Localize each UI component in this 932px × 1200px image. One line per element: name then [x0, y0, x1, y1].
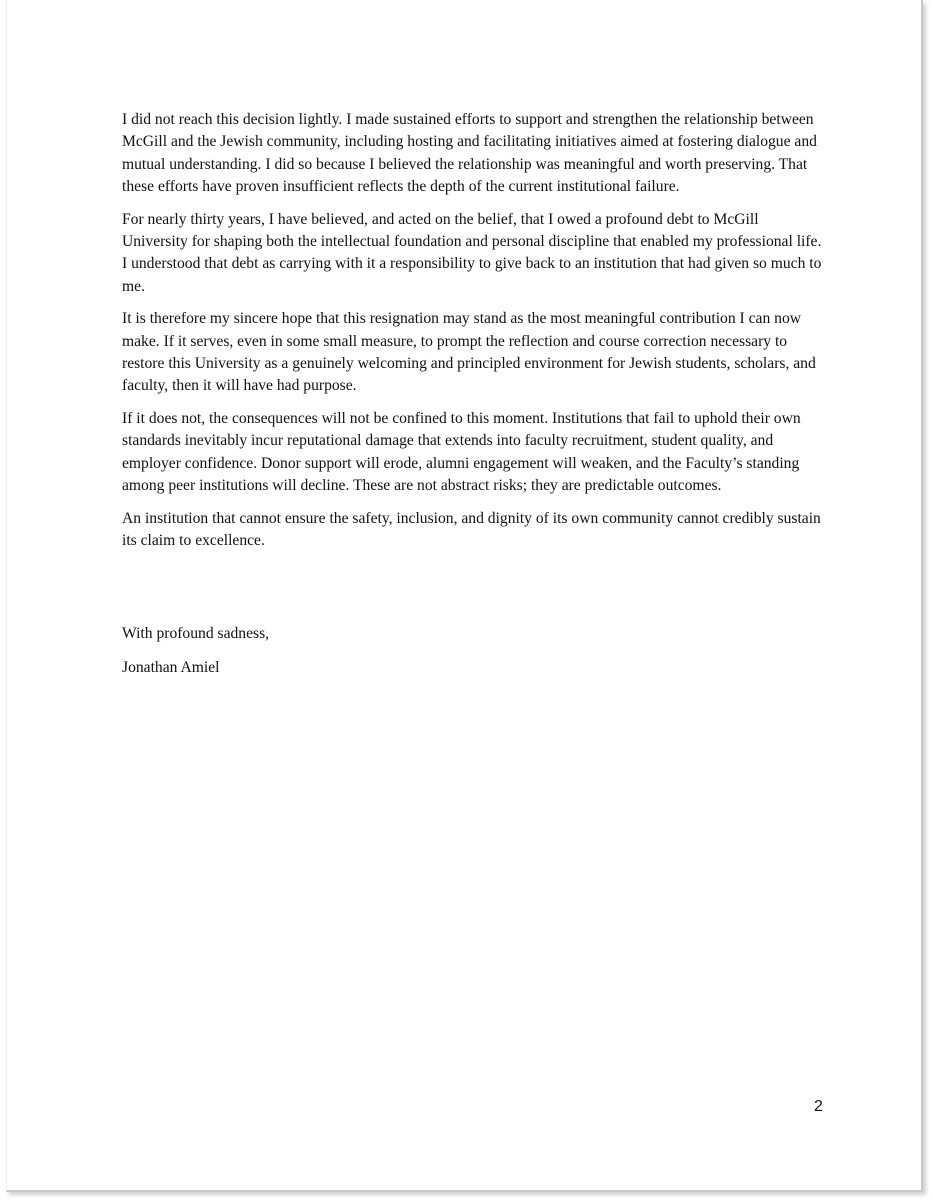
paragraph-hope: It is therefore my sincere hope that this resignation may stand as the most meaningful contribution I can now make. If it serves, even in some small measure, to prompt the reflection and course correction necessary to restore this University as a genuinely welcoming and principled environment for Jewish students, scholars, and faculty, then it will have had purpose. [122, 310, 816, 395]
signature-name: Jonathan Amiel [122, 659, 220, 676]
closing-line: With profound sadness, [122, 625, 270, 642]
paragraph-consequences: If it does not, the consequences will not be confined to this moment. Institutions that fail to uphold their own standards inevitably incur reputational damage that extends into faculty recruitment, student quality, and employer confidence. Donor support will erode, alumni engagement will weaken, and the Faculty’s standing among peer institutions will decline. These are not abstract risks; they are predictable outcomes. [122, 409, 801, 495]
paragraph-decision: I did not reach this decision lightly. I made sustained efforts to support and strengthen the relationship between McGill and the Jewish community, including hosting and facilitating initiatives aimed at fostering dialogue and mutual understanding. I did so because I believed the relationship was meaningful and worth preserving. That these efforts have proven insufficient reflects the depth of the current institutional failure. [122, 111, 817, 196]
document-page [6, 0, 923, 1192]
letter-body [122, 109, 822, 562]
paragraph-conclusion: An institution that cannot ensure the safety, inclusion, and dignity of its own community cannot credibly sustain its claim to excellence. [122, 509, 821, 549]
page-number: 2 [814, 1098, 823, 1115]
paragraph-debt: For nearly thirty years, I have believed, and acted on the belief, that I owed a profound debt to McGill University for shaping both the intellectual foundation and personal discipline that enabled my professional life. I understood that debt as carrying with it a responsibility to give back to an institution that had given so much to me. [122, 210, 822, 295]
